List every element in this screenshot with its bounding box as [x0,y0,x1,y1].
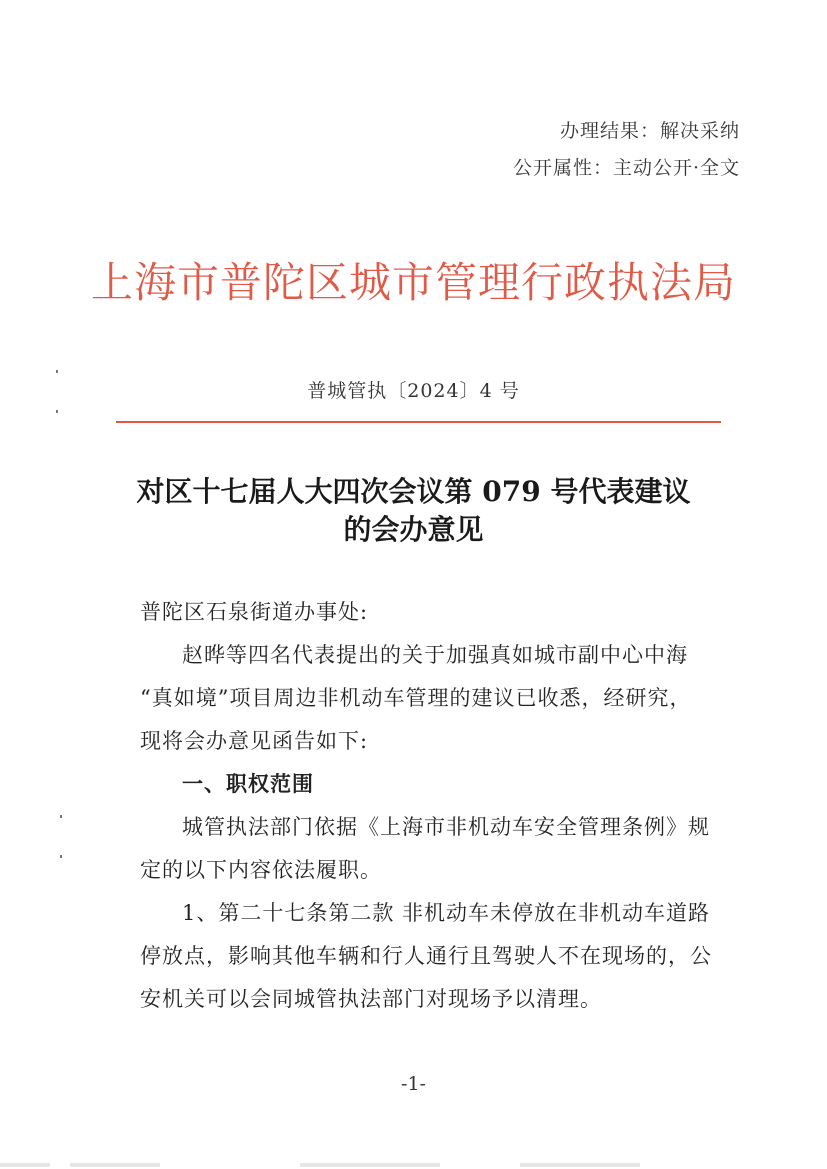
scan-speck [56,370,58,373]
scan-speck [60,855,62,858]
issuing-organization-title: 上海市普陀区城市管理行政执法局 [90,258,736,307]
scan-edge-strip [70,1163,160,1167]
section-heading: 一、职权范围 [182,771,314,796]
paragraph-line: “真如境”项目周边非机动车管理的建议已收悉，经研究， [140,686,692,710]
paragraph-line: 赵晔等四名代表提出的关于加强真如城市副中心中海 [182,643,688,667]
scan-edge-strip [0,1163,50,1167]
letterhead-divider [116,421,721,423]
paragraph-line: 城管执法部门依据《上海市非机动车安全管理条例》规 [182,815,710,839]
document-title-line-2: 的会办意见 [343,513,484,546]
document-title-line-1: 对区十七届人大四次会议第 079 号代表建议 [136,475,691,508]
paragraph-line: 停放点，影响其他车辆和行人通行且驾驶人不在现场的，公 [140,944,712,968]
paragraph-line: 定的以下内容依法履职。 [140,858,382,882]
paragraph-line: 现将会办意见函告如下: [140,729,369,753]
page-number: -1- [401,1073,426,1095]
scan-speck [56,410,58,413]
paragraph-line: 安机关可以会同城管执法部门对现场予以清理。 [140,987,602,1011]
salutation: 普陀区石泉街道办事处: [140,600,369,624]
scan-edge-strip [520,1163,640,1167]
document-number: 普城管执〔2024〕4 号 [307,380,520,402]
disclosure-attribute-label: 公开属性：主动公开·全文 [512,157,740,179]
handling-result-label: 办理结果：解决采纳 [559,120,740,142]
scan-speck [60,815,62,818]
paragraph-line: 1、第二十七条第二款 非机动车未停放在非机动车道路 [182,901,711,925]
scan-edge-strip [300,1163,440,1167]
